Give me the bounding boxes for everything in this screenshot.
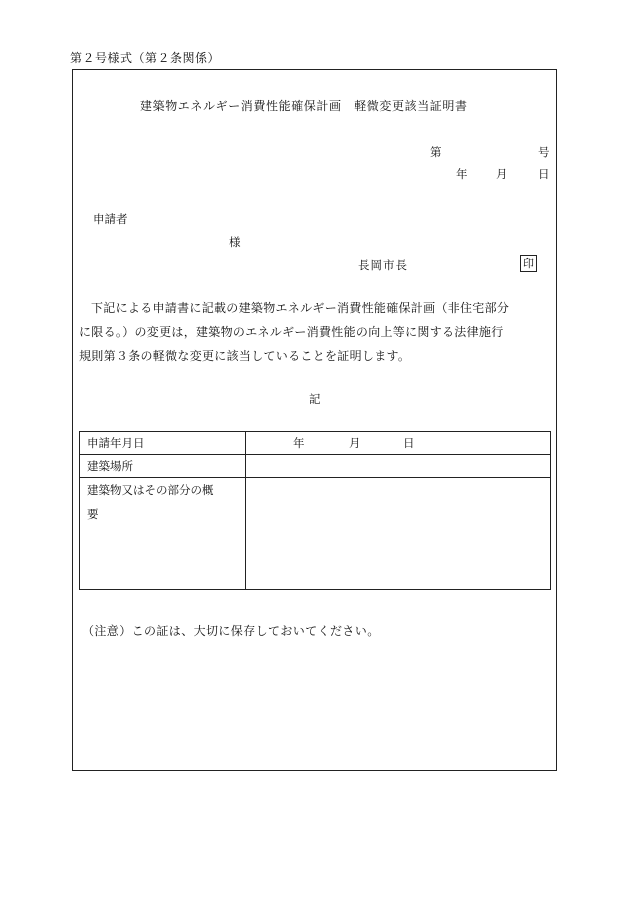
ki-heading: 記 bbox=[309, 392, 321, 406]
certification-line-3: 規則第３条の軽微な変更に該当していることを証明します。 bbox=[79, 349, 411, 363]
building-location-value[interactable] bbox=[246, 455, 551, 478]
document-frame bbox=[72, 69, 557, 771]
document-title: 建築物エネルギー消費性能確保計画 軽微変更該当証明書 bbox=[140, 99, 468, 113]
issuer-name: 長岡市長 bbox=[358, 258, 408, 272]
application-date-value[interactable] bbox=[246, 432, 551, 455]
date-year-label: 年 bbox=[456, 167, 468, 181]
building-overview-value[interactable] bbox=[246, 478, 551, 590]
table-row bbox=[80, 478, 551, 590]
certification-text bbox=[79, 296, 550, 368]
number-suffix: 号 bbox=[538, 145, 550, 159]
date-day-label: 日 bbox=[538, 167, 550, 181]
date-month-label: 月 bbox=[496, 167, 508, 181]
building-overview-label-line-2: 要 bbox=[87, 507, 99, 521]
certification-line-2: に限る。）の変更は，建築物のエネルギー消費性能の向上等に関する法律施行 bbox=[79, 325, 504, 339]
form-number: 第２号様式（第２条関係） bbox=[70, 51, 221, 65]
caution-note: （注意）この証は、大切に保存しておいてください。 bbox=[82, 624, 380, 638]
table-month-label: 月 bbox=[349, 436, 361, 450]
building-overview-label bbox=[80, 478, 246, 590]
table-row bbox=[80, 432, 551, 455]
number-prefix: 第 bbox=[430, 145, 442, 159]
details-table bbox=[79, 431, 551, 590]
building-location-label: 建築場所 bbox=[80, 455, 246, 478]
applicant-label: 申請者 bbox=[93, 212, 128, 226]
seal-stamp: 印 bbox=[520, 255, 537, 272]
certification-line-1: 下記による申請書に記載の建築物エネルギー消費性能確保計画（非住宅部分 bbox=[91, 301, 510, 315]
building-overview-label-line-1: 建築物又はその部分の概 bbox=[87, 483, 214, 497]
table-row bbox=[80, 455, 551, 478]
application-date-label: 申請年月日 bbox=[80, 432, 246, 455]
table-day-label: 日 bbox=[403, 436, 415, 450]
applicant-honorific: 様 bbox=[229, 235, 241, 249]
table-year-label: 年 bbox=[293, 436, 305, 450]
